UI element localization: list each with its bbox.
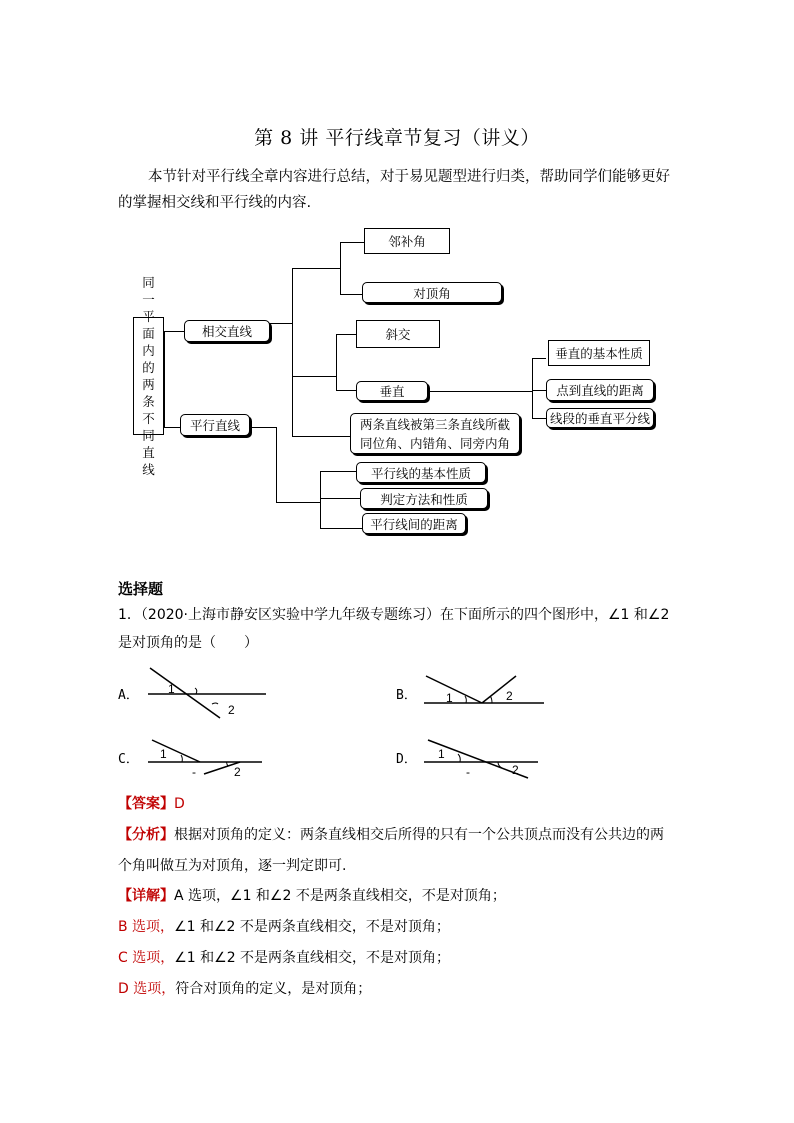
root-box: 同一平面内的两条不同直线 — [133, 317, 164, 435]
detail-line-d — [118, 976, 683, 1003]
connector — [532, 418, 546, 419]
oblique-box: 斜交 — [356, 320, 440, 348]
connector — [292, 268, 293, 436]
connector — [292, 376, 336, 377]
detail-line-b — [118, 914, 683, 941]
option-c-label: C． — [118, 752, 139, 767]
angle-arc — [181, 755, 182, 762]
option-a-figure — [140, 660, 280, 722]
adjacent-box: 邻补角 — [364, 228, 450, 254]
line — [150, 668, 220, 718]
parallel-distance-box: 平行线间的距离 — [362, 513, 466, 534]
transversal-line-2: 同位角、内错角、同旁内角 — [359, 435, 510, 451]
angle-label-1: 1 — [168, 682, 175, 696]
option-d-label: D． — [396, 752, 417, 767]
detail-b-prefix: B 选项， — [118, 919, 175, 935]
connector — [320, 498, 360, 499]
detail-d-prefix: D 选项， — [118, 981, 176, 997]
perp-prop-box: 垂直的基本性质 — [548, 340, 650, 366]
angle-label-2: 2 — [506, 689, 513, 703]
connector — [164, 331, 165, 427]
minus-mark: - — [192, 765, 196, 779]
connector — [292, 268, 340, 269]
angle-arc — [212, 703, 218, 704]
page-title: 第 8 讲 平行线章节复习（讲义） — [254, 127, 540, 149]
vertical-angle-box: 对顶角 — [362, 282, 502, 303]
minus-mark: - — [466, 765, 470, 779]
angle-label-2: 2 — [228, 703, 235, 717]
connector — [276, 427, 277, 502]
connector — [532, 358, 546, 359]
answer-line — [118, 793, 185, 813]
answer-label: 【答案】 — [118, 796, 174, 812]
detail-a-text: A 选项，∠1 和∠2 不是两条直线相交，不是对顶角； — [174, 888, 506, 904]
connector — [340, 294, 362, 295]
angle-arc — [458, 754, 460, 762]
connector — [320, 471, 356, 472]
angle-label-1: 1 — [438, 747, 445, 761]
detail-b-text: ∠1 和∠2 不是两条直线相交，不是对顶角； — [174, 919, 450, 935]
analysis-label: 【分析】 — [118, 827, 174, 843]
perpendicular-box: 垂直 — [356, 381, 428, 401]
intro-paragraph: 本节针对平行线全章内容进行总结，对于易见题型进行归类，帮助同学们能够更好的掌握相交线和平行线的内容. — [118, 169, 670, 211]
angle-label-2: 2 — [234, 765, 241, 779]
perp-bisector-box: 线段的垂直平分线 — [546, 408, 654, 428]
parallel-prop-box: 平行线的基本性质 — [356, 462, 486, 483]
connector — [276, 502, 320, 503]
parallel-box: 平行直线 — [180, 414, 250, 436]
angle-arc — [195, 688, 197, 694]
connector — [164, 331, 184, 332]
connector — [336, 334, 356, 335]
option-a-label: A． — [118, 688, 139, 703]
analysis-line-1 — [118, 822, 683, 849]
connector — [250, 427, 276, 428]
detail-label: 【详解】 — [118, 888, 174, 904]
angle-arc — [465, 696, 466, 703]
intersect-box: 相交直线 — [184, 320, 270, 342]
angle-label-1: 1 — [160, 747, 167, 761]
section-title: 选择题 — [118, 580, 164, 598]
line — [426, 676, 482, 703]
connector — [336, 390, 356, 391]
detail-c-text: ∠1 和∠2 不是两条直线相交，不是对顶角； — [174, 950, 451, 966]
analysis-text-1: 根据对顶角的定义：两条直线相交后所得的只有一个公共顶点而没有公共边的两 — [174, 827, 664, 843]
connector — [340, 242, 341, 294]
angle-label-1: 1 — [446, 691, 453, 705]
criteria-box: 判定方法和性质 — [360, 488, 488, 509]
transversal-line-1: 两条直线被第三条直线所截 — [359, 416, 510, 432]
detail-line-a — [118, 883, 683, 910]
detail-d-text: 符合对顶角的定义，是对顶角； — [175, 981, 372, 997]
angle-label-2: 2 — [512, 763, 519, 777]
option-b-label: B． — [396, 688, 417, 703]
connector — [320, 471, 321, 528]
transversal-box — [350, 413, 520, 454]
connector — [336, 334, 337, 390]
detail-c-prefix: C 选项， — [118, 950, 175, 966]
connector — [532, 390, 546, 391]
question-text-line-1: 1．（2020·上海市静安区实验中学九年级专题练习）在下面所示的四个图形中，∠1 和∠2 — [118, 607, 670, 623]
angle-arc — [490, 696, 492, 703]
connector — [292, 436, 350, 437]
detail-line-c — [118, 945, 683, 972]
option-d-figure — [420, 736, 550, 780]
option-c-figure — [140, 736, 270, 780]
connector — [320, 528, 362, 529]
connector — [340, 242, 364, 243]
connector — [428, 391, 532, 392]
question-text-line-2: 是对顶角的是（ ） — [118, 635, 258, 651]
analysis-line-2: 个角叫做互为对顶角，逐一判定即可. — [118, 858, 347, 874]
connector — [270, 323, 292, 324]
answer-value: D — [174, 796, 185, 812]
point-line-distance-box: 点到直线的距离 — [546, 379, 654, 401]
connector — [532, 358, 533, 418]
option-b-figure — [420, 668, 550, 710]
